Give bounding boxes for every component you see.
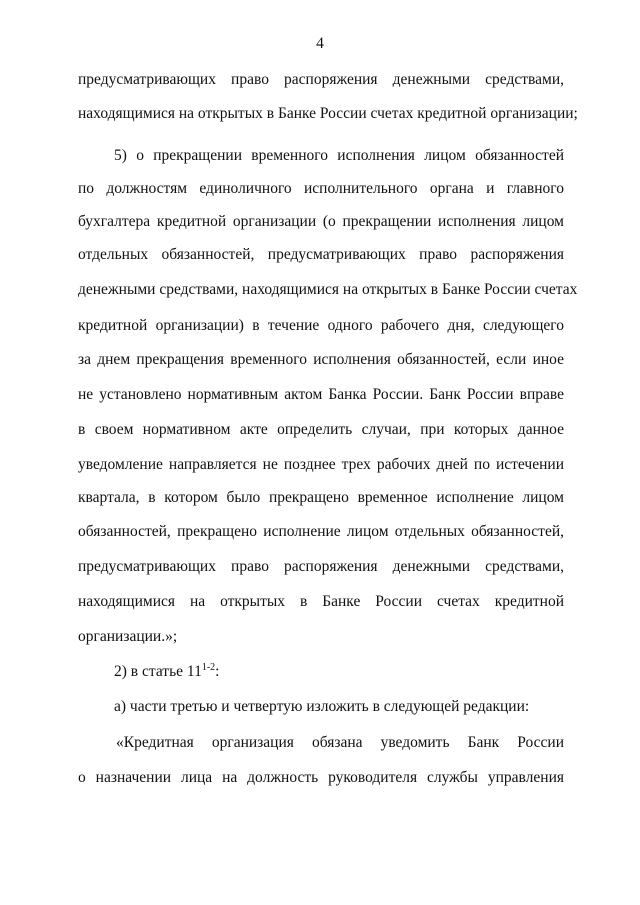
text-line: предусматривающих право распоряжения денежными средствами,	[78, 558, 564, 575]
text-line: а) части третью и четвертую изложить в следующей редакции:	[114, 698, 530, 715]
text-line: о назначении лица на должность руководителя службы управления	[78, 769, 564, 786]
text-line: по должностям единоличного исполнительного органа и главного	[78, 180, 564, 197]
text-line: предусматривающих право распоряжения денежными средствами,	[78, 71, 564, 88]
text-line: 5) о прекращении временного исполнения лицом обязанностей	[114, 147, 564, 164]
article-suffix: :	[215, 663, 220, 680]
text-line: «Кредитная организация обязана уведомить Банк России	[116, 734, 564, 751]
article-superscript: 1-2	[201, 662, 216, 673]
text-line: находящимися на открытых в Банке России счетах кредитной	[78, 593, 564, 610]
text-line: отдельных обязанностей, предусматривающих право распоряжения	[78, 246, 564, 263]
text-line: организации.»;	[78, 628, 178, 645]
article-prefix: 2) в статье 11	[114, 663, 202, 680]
text-line: бухгалтера кредитной организации (о прекращении исполнения лицом	[78, 213, 564, 230]
page-number: 4	[316, 35, 324, 52]
text-line: в своем нормативном акте определить случаи, при которых данное	[78, 421, 564, 438]
text-line: денежными средствами, находящимися на открытых в Банке России счетах	[78, 281, 578, 298]
text-line: кредитной организации) в течение одного рабочего дня, следующего	[78, 317, 564, 334]
text-line: обязанностей, прекращено исполнение лицом отдельных обязанностей,	[78, 523, 564, 540]
text-line: находящимися на открытых в Банке России счетах кредитной организации;	[78, 105, 578, 122]
text-line: уведомление направляется не позднее трех рабочих дней по истечении	[78, 456, 564, 473]
article-line	[114, 662, 564, 682]
text-line: квартала, в котором было прекращено временное исполнение лицом	[78, 489, 564, 506]
text-line: за днем прекращения временного исполнения обязанностей, если иное	[78, 351, 564, 368]
text-line: не установлено нормативным актом Банка России. Банк России вправе	[78, 386, 564, 403]
